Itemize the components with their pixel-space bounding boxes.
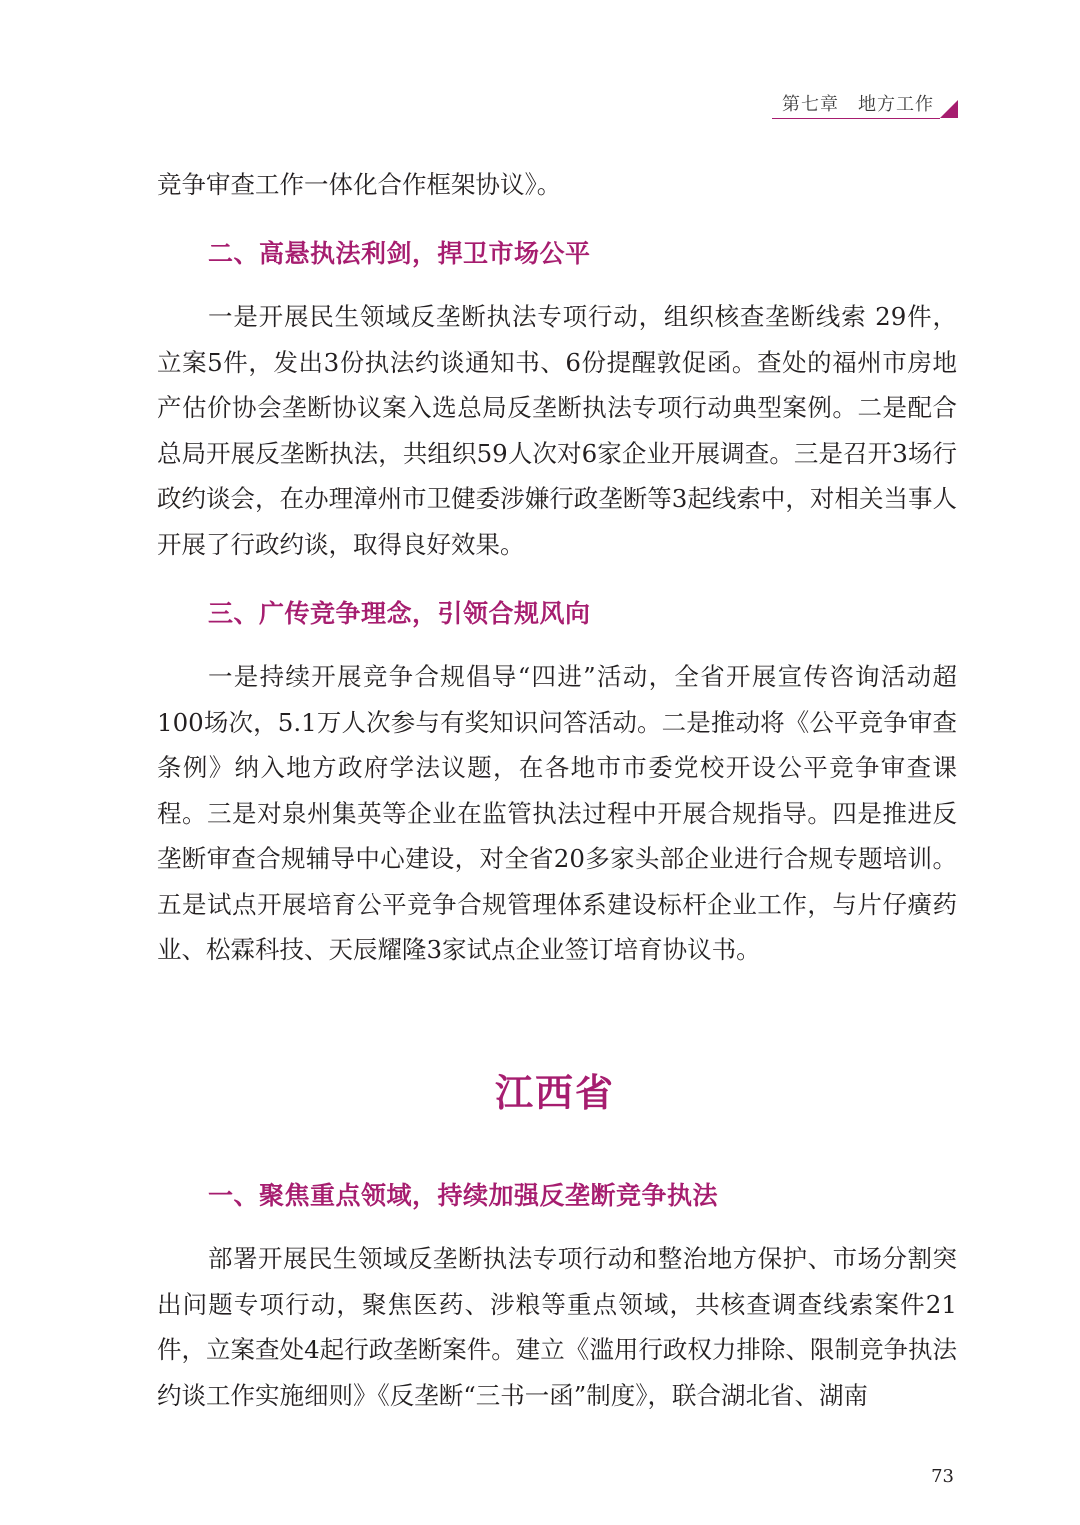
page-number: 73 [931,1466,954,1487]
province-title: 江西省 [494,1071,615,1115]
jiangxi-section-heading-1: 一、聚焦重点领域，持续加强反垄断竞争执法 [208,1181,719,1210]
section-3-paragraph: 一是持续开展竞争合规倡导“四进”活动，全省开展宣传咨询活动超100场次，5.1万人次参与有奖知识问答活动。二是推动将《公平竞争审查条例》纳入地方政府学法议题，在各地市市委党校开设公平竞争审查课程。三是对泉州集英等企业在监管执法过程中开展合规指导。四是推进反垄断审查合规辅导中心建设，对全省20多家头部企业进行合规专题培训。五是试点开展培育公平竞争合规管理体系建设标杆企业工作，与片仔癀药业、松霖科技、天辰耀隆3家试点企业签订培育协议书。 [157,662,957,964]
continuation-paragraph: 竞争审查工作一体化合作框架协议》。 [157,170,562,199]
header-corner-triangle-icon [940,100,958,118]
section-heading-2: 二、高悬执法利剑，捍卫市场公平 [208,239,591,268]
chapter-title: 第七章 地方工作 [782,94,934,115]
section-2-paragraph: 一是开展民生领域反垄断执法专项行动，组织核查垄断线索 29件，立案5件，发出3份执法约谈通知书、6份提醒敦促函。查处的福州市房地产估价协会垄断协议案入选总局反垄断执法专项行动典型案例。二是配合总局开展反垄断执法，共组织59人次对6家企业开展调查。三是召开3场行政约谈会，在办理漳州市卫健委涉嫌行政垄断等3起线索中，对相关当事人开展了行政约谈，取得良好效果。 [157,302,957,559]
running-header [772,88,940,119]
jiangxi-section-1-paragraph: 部署开展民生领域反垄断执法专项行动和整治地方保护、市场分割突出问题专项行动，聚焦医药、涉粮等重点领域，共核查调查线索案件21件，立案查处4起行政垄断案件。建立《滥用行政权力排除、限制竞争执法约谈工作实施细则》《反垄断“三书一函”制度》，联合湖北省、湖南 [157,1244,957,1410]
section-heading-3: 三、广传竞争理念，引领合规风向 [208,599,591,628]
